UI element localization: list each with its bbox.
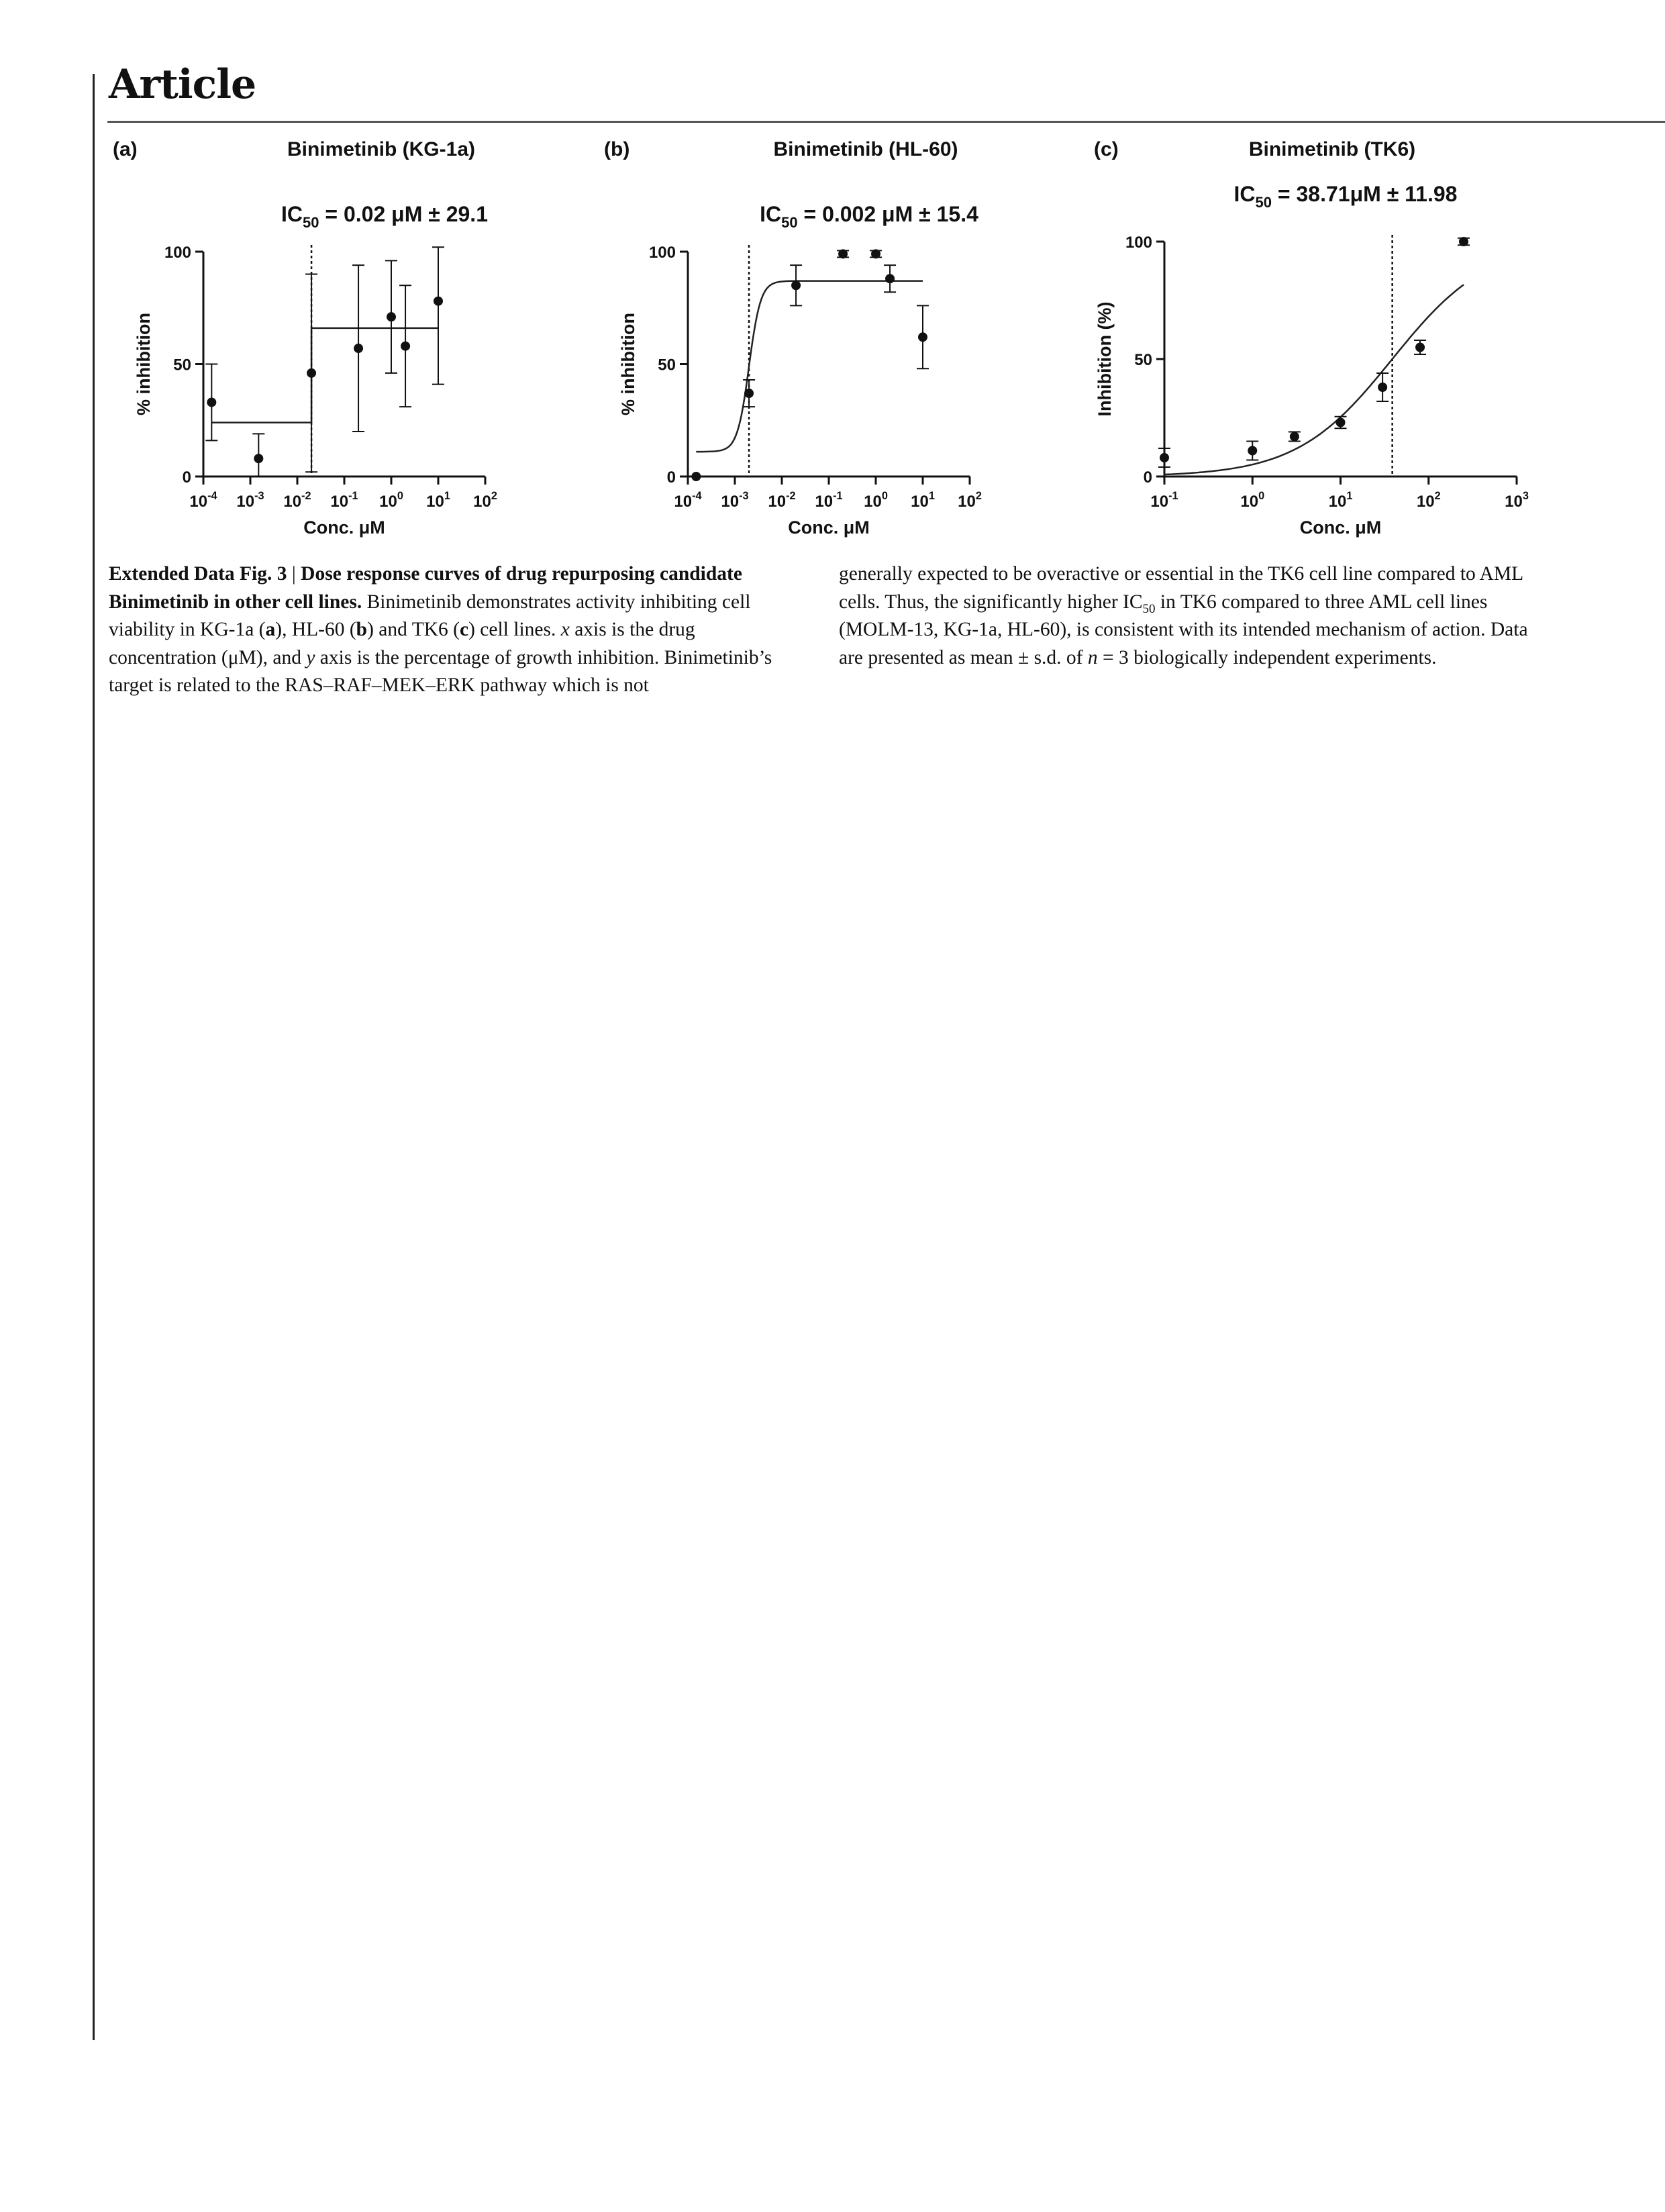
caption-panel-ref: c	[460, 619, 469, 640]
caption-variable: x	[560, 619, 570, 640]
x-tick-label: $10^3$	[1505, 490, 1529, 511]
x-tick-label: $10^{-3}$	[721, 490, 749, 511]
x-tick-label: $10^{-2}$	[283, 490, 311, 511]
ic50-annotation: $IC_{50} = 0.02$ μM ± 29.1	[281, 202, 488, 231]
caption-text: Binimetinib demonstrates activity inhibiting cell viability in KG-1a (	[109, 591, 751, 640]
x-tick-label: $10^{-2}$	[768, 490, 796, 511]
left-margin-rule	[93, 74, 95, 2040]
x-tick-label: $10^{-1}$	[1150, 490, 1178, 511]
x-tick-label: $10^2$	[958, 490, 982, 511]
caption-text: ), HL-60 (	[275, 619, 356, 640]
x-tick-label: $10^{-4}$	[189, 490, 217, 511]
data-point	[401, 342, 410, 351]
x-tick-label: $10^2$	[1416, 490, 1441, 511]
caption-text: generally expected to be overactive or essential in the TK6 cell line compared to AML cells. Thus, the significantly higher IC	[839, 563, 1523, 613]
y-tick-label: 50	[173, 356, 191, 374]
caption-text: ) cell lines.	[468, 619, 561, 640]
y-axis-label: Inhibition (%)	[1095, 301, 1115, 417]
figure-caption-column-1	[109, 560, 803, 700]
caption-separator: |	[287, 563, 301, 585]
x-tick-label: $10^2$	[473, 490, 497, 511]
x-tick-label: $10^{-1}$	[330, 490, 358, 511]
y-tick-label: 50	[658, 356, 676, 374]
chart-panel-c	[1080, 128, 1591, 544]
data-point	[871, 249, 880, 258]
y-tick-label: 0	[666, 468, 676, 487]
data-point	[744, 389, 754, 398]
caption-fig-label: Extended Data Fig. 3	[109, 563, 287, 585]
y-tick-label: 50	[1134, 351, 1152, 369]
caption-text: in TK6 compared to three AML cell lines (MOLM-13, KG-1a, HL-60), is consistent with its intended mechanism of action. Data are presented as mean ± s.d. of	[839, 591, 1528, 668]
data-point	[691, 472, 701, 481]
data-point	[307, 368, 316, 378]
caption-variable: n	[1087, 646, 1098, 668]
x-tick-label: $10^0$	[1240, 490, 1265, 511]
y-tick-label: 0	[182, 468, 191, 487]
panel-label: (a)	[113, 138, 138, 160]
y-tick-label: 100	[1125, 234, 1152, 252]
data-point	[1336, 418, 1346, 428]
x-axis-label: Conc. μM	[1299, 517, 1382, 538]
y-tick-label: 100	[648, 244, 676, 262]
x-tick-label: $10^{-3}$	[236, 490, 264, 511]
data-point	[791, 281, 801, 290]
data-point	[1248, 446, 1257, 456]
data-point	[1290, 432, 1299, 442]
header-rule	[107, 121, 1665, 123]
caption-panel-ref: b	[356, 619, 368, 640]
x-axis-label: Conc. μM	[788, 517, 870, 538]
y-axis-label: % inhibition	[618, 313, 638, 415]
y-tick-label: 100	[164, 244, 191, 262]
data-point	[254, 454, 263, 463]
data-point	[838, 249, 848, 258]
caption-text: ) and TK6 (	[367, 619, 460, 640]
data-point	[1378, 383, 1387, 392]
figure-caption-column-2	[839, 560, 1530, 672]
x-tick-label: $10^1$	[911, 490, 935, 511]
x-tick-label: $10^{-4}$	[674, 490, 702, 511]
caption-subscript: 50	[1142, 601, 1156, 616]
x-tick-label: $10^1$	[1328, 490, 1353, 511]
data-point	[387, 312, 396, 321]
caption-text: axis is the drug concentration (μM), and	[109, 619, 695, 668]
data-point	[1415, 343, 1425, 352]
y-axis-label: % inhibition	[134, 313, 154, 415]
x-tick-label: $10^1$	[426, 490, 450, 511]
caption-fig-title: Dose response curves of drug repurposing candidate Binimetinib in other cell lines.	[109, 563, 742, 613]
data-point	[354, 344, 363, 353]
chart-panel-a	[106, 128, 576, 544]
chart-title: Binimetinib (TK6)	[1248, 138, 1416, 160]
fit-curve	[696, 281, 923, 452]
caption-panel-ref: a	[265, 619, 276, 640]
ic50-annotation: $IC_{50} = 0.002$ μM ± 15.4	[760, 202, 978, 231]
data-point	[918, 332, 927, 342]
ic50-annotation: $IC_{50} = 38.71\mu M \pm 11.98$	[1233, 182, 1458, 211]
chart-title: Binimetinib (HL-60)	[773, 138, 958, 160]
data-point	[434, 297, 443, 306]
caption-variable: y	[306, 646, 315, 668]
x-tick-label: $10^{-1}$	[815, 490, 843, 511]
data-point	[1459, 237, 1468, 246]
caption-text: = 3 biologically independent experiments.	[1097, 646, 1437, 668]
y-tick-label: 0	[1143, 468, 1152, 487]
x-tick-label: $10^0$	[379, 490, 403, 511]
data-point	[1160, 453, 1169, 462]
x-axis-label: Conc. μM	[303, 517, 385, 538]
panel-label: (c)	[1094, 138, 1119, 160]
data-point	[885, 274, 895, 283]
fit-curve	[1164, 285, 1464, 474]
data-point	[207, 397, 216, 407]
x-tick-label: $10^0$	[864, 490, 888, 511]
chart-title: Binimetinib (KG-1a)	[287, 138, 476, 160]
page-header: Article	[109, 61, 256, 108]
caption-text: axis is the percentage of growth inhibition. Binimetinib’s target is related to the RAS–RAF–MEK–ERK pathway which is not	[109, 646, 772, 696]
chart-panel-b	[591, 128, 1060, 544]
panel-label: (b)	[604, 138, 630, 160]
